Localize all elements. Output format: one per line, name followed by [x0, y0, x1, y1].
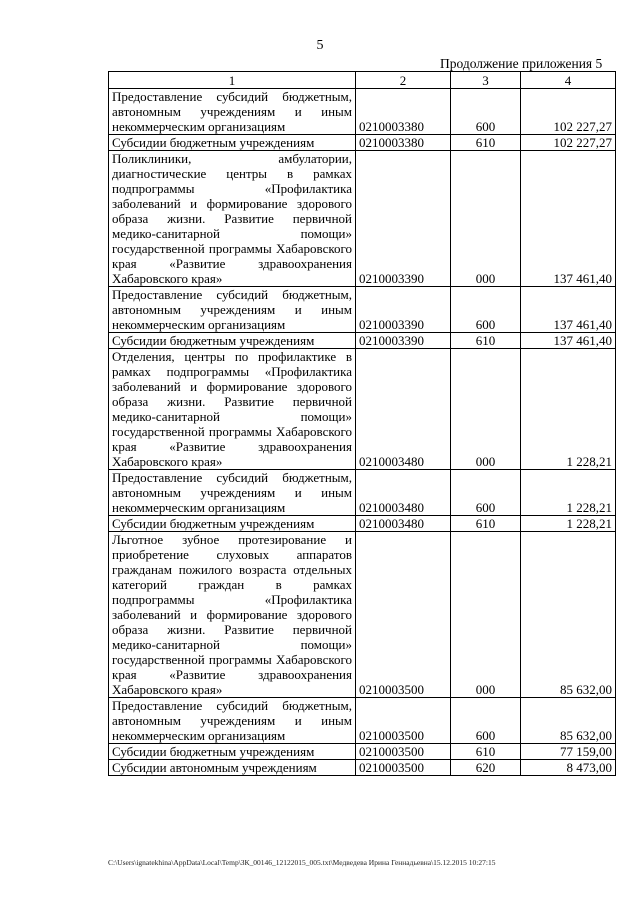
row-code: 0210003500	[356, 698, 451, 744]
row-code: 0210003390	[356, 151, 451, 287]
row-code: 0210003480	[356, 349, 451, 470]
table-row	[109, 744, 616, 760]
row-amount: 1 228,21	[521, 470, 616, 516]
row-amount: 102 227,27	[521, 135, 616, 151]
row-amount: 102 227,27	[521, 89, 616, 135]
row-kind: 600	[451, 470, 521, 516]
column-header: 1	[109, 72, 356, 89]
row-name: Поликлиники, амбулатории, диагностические центры в рамках подпрограммы «Профилактика заболеваний и формирование здорового образа жизни. Развитие первичной медико-санитарной помощи» государственной программы Хабаровского края «Развитие здравоохранения Хабаровского края»	[109, 151, 356, 287]
table-row	[109, 89, 616, 135]
table-row	[109, 349, 616, 470]
row-name: Субсидии бюджетным учреждениям	[109, 333, 356, 349]
row-name: Субсидии бюджетным учреждениям	[109, 516, 356, 532]
row-code: 0210003500	[356, 744, 451, 760]
table-row	[109, 698, 616, 744]
column-header: 2	[356, 72, 451, 89]
row-kind: 000	[451, 532, 521, 698]
table-row	[109, 287, 616, 333]
row-name: Предоставление субсидий бюджетным, автономным учреждениям и иным некоммерческим организациям	[109, 89, 356, 135]
row-kind: 610	[451, 516, 521, 532]
row-name: Субсидии бюджетным учреждениям	[109, 135, 356, 151]
row-kind: 600	[451, 698, 521, 744]
row-code: 0210003500	[356, 760, 451, 776]
row-amount: 137 461,40	[521, 151, 616, 287]
table-row	[109, 470, 616, 516]
header-row	[109, 72, 616, 89]
row-kind: 610	[451, 333, 521, 349]
row-amount: 1 228,21	[521, 516, 616, 532]
row-name: Предоставление субсидий бюджетным, автономным учреждениям и иным некоммерческим организациям	[109, 287, 356, 333]
row-code: 0210003380	[356, 135, 451, 151]
column-header: 4	[521, 72, 616, 89]
budget-table	[108, 71, 616, 776]
table-row	[109, 760, 616, 776]
row-code: 0210003480	[356, 470, 451, 516]
row-name: Предоставление субсидий бюджетным, автономным учреждениям и иным некоммерческим организациям	[109, 470, 356, 516]
row-amount: 77 159,00	[521, 744, 616, 760]
row-kind: 000	[451, 151, 521, 287]
row-code: 0210003390	[356, 287, 451, 333]
row-code: 0210003390	[356, 333, 451, 349]
row-code: 0210003380	[356, 89, 451, 135]
row-amount: 137 461,40	[521, 333, 616, 349]
row-kind: 620	[451, 760, 521, 776]
row-code: 0210003500	[356, 532, 451, 698]
continuation-caption: Продолжение приложения 5	[440, 56, 603, 71]
row-kind: 610	[451, 744, 521, 760]
page-number: 5	[316, 38, 324, 53]
row-code: 0210003480	[356, 516, 451, 532]
table-row	[109, 333, 616, 349]
row-name: Отделения, центры по профилактике в рамках подпрограммы «Профилактика заболеваний и формирование здорового образа жизни. Развитие первичной медико-санитарной помощи» государственной программы Хабаровского края «Развитие здравоохранения Хабаровского края»	[109, 349, 356, 470]
table-row	[109, 532, 616, 698]
row-kind: 000	[451, 349, 521, 470]
row-kind: 610	[451, 135, 521, 151]
row-name: Субсидии бюджетным учреждениям	[109, 744, 356, 760]
row-name: Предоставление субсидий бюджетным, автономным учреждениям и иным некоммерческим организациям	[109, 698, 356, 744]
row-kind: 600	[451, 89, 521, 135]
row-name: Льготное зубное протезирование и приобретение слуховых аппаратов гражданам пожилого возраста отдельных категорий граждан в рамках подпрограммы «Профилактика заболеваний и формирование здорового образа жизни. Развитие первичной медико-санитарной помощи» государственной программы Хабаровского края «Развитие здравоохранения Хабаровского края»	[109, 532, 356, 698]
table-row	[109, 135, 616, 151]
row-amount: 85 632,00	[521, 698, 616, 744]
table-row	[109, 516, 616, 532]
column-header: 3	[451, 72, 521, 89]
row-name: Субсидии автономным учреждениям	[109, 760, 356, 776]
table-row	[109, 151, 616, 287]
row-amount: 85 632,00	[521, 532, 616, 698]
row-amount: 8 473,00	[521, 760, 616, 776]
footer-path: C:\Users\ignatekhina\AppData\Local\Temp\ЗК_00146_12122015_005.txt\Медведева Ирина Геннадьевна\15.12.2015 10:27:15	[108, 858, 496, 867]
row-amount: 1 228,21	[521, 349, 616, 470]
row-amount: 137 461,40	[521, 287, 616, 333]
row-kind: 600	[451, 287, 521, 333]
